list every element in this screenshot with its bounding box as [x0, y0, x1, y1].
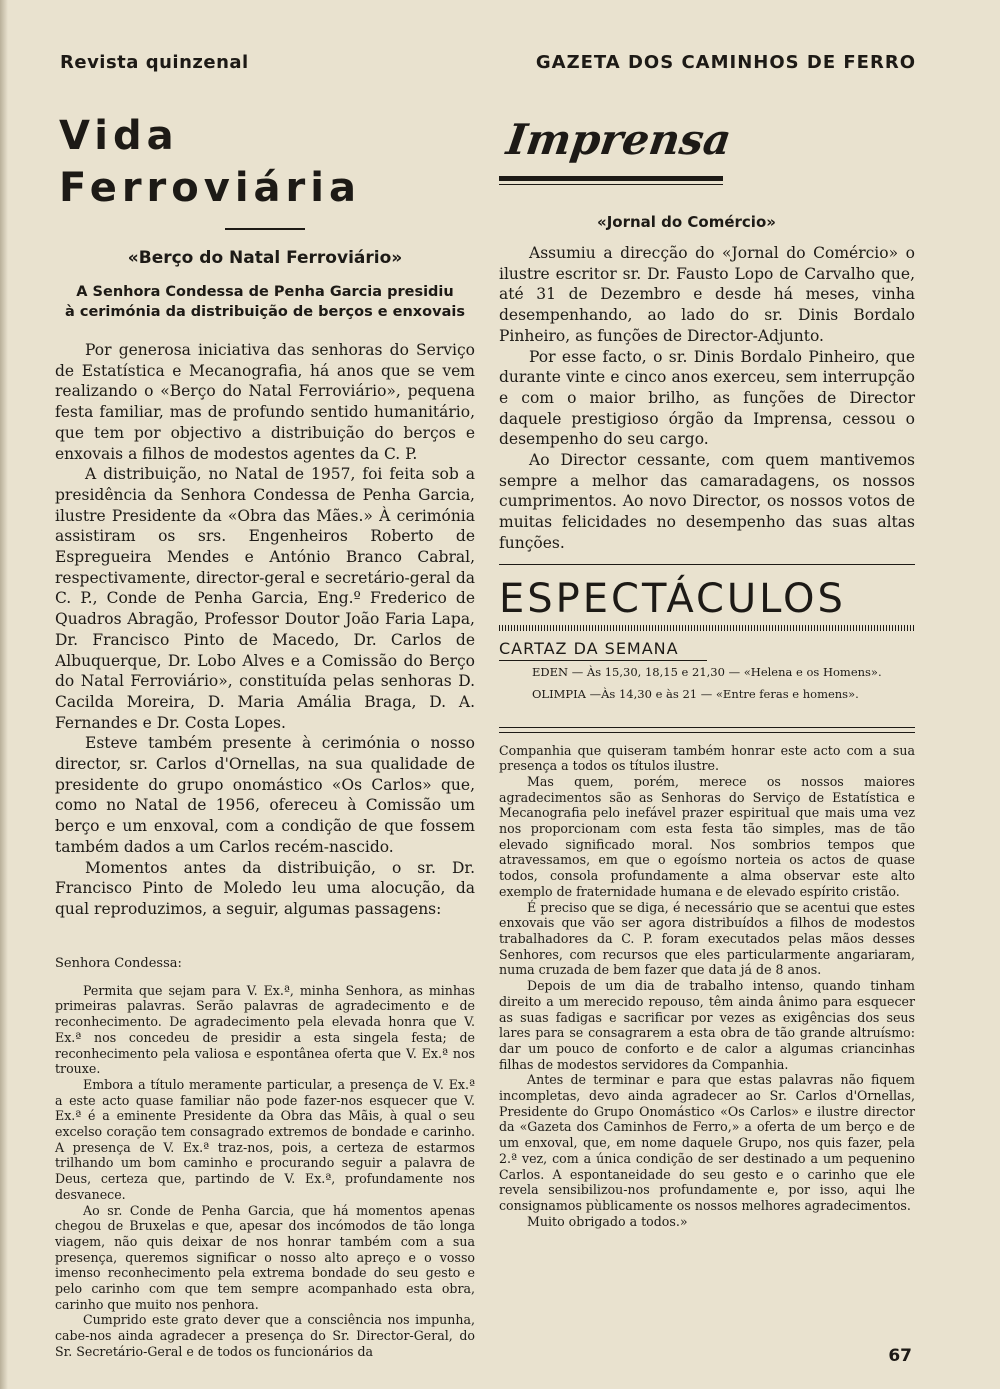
- header-periodicity: Revista quinzenal: [60, 52, 249, 73]
- section-divider: [499, 564, 915, 565]
- title-rule: [225, 228, 305, 230]
- right-column: [499, 110, 915, 1229]
- paragraph: Por esse facto, o sr. Dinis Bordalo Pinheiro, que durante vinte e cinco anos exerceu, sem interrupção e com o maior brilho, as funções de Director daquele prestigioso órgão da Imprensa, cessou o desempenho do seu cargo.: [499, 347, 915, 449]
- paragraph: Assumiu a direcção do «Jornal do Comércio» o ilustre escritor sr. Dr. Fausto Lopo de Carvalho que, até 31 de Dezembro e desde há meses, vinha desempenhando, ao lado do sr. Dinis Bordalo Pinheiro, as funções de Director-Adjunto.: [499, 244, 915, 345]
- hatched-rule: [499, 625, 915, 631]
- paragraph: Esteve também presente à cerimónia o nosso director, sr. Carlos d'Ornellas, na sua qualidade de presidente do grupo onomástico «Os Carlos» que, como no Natal de 1956, ofereceu à Comissão um berço e um enxoval, com a condição de que fossem também dados a um Carlos recém-nascido.: [55, 734, 475, 856]
- speech-body: [55, 983, 475, 1360]
- speech-paragraph: Permita que sejam para V. Ex.ª, minha Senhora, as minhas primeiras palavras. Serão palavras de agradecimento e de reconhecimento. De agradecimento pela elevada honra que V. Ex.ª nos concedeu de presidir a esta singela festa; de reconhecimento pela valiosa e espontânea oferta que V. Ex.ª nos trouxe.: [55, 982, 475, 1077]
- speech-paragraph: Mas quem, porém, merece os nossos maiores agradecimentos são as Senhoras do Serviço de Estatística e Mecanografia pelo inefável prazer espiritual que mais uma vez nos proporcionam com esta festa tão simples, mas de tão elevado significado moral. Nos sombrios tempos que atravessamos, em que o egoísmo norteia os actos de quase todos, consola profundamente a alma observar este alto exemplo de fraternidade humana e de elevado espírito cristão.: [499, 773, 915, 899]
- paragraph: Ao Director cessante, com quem mantivemos sempre a melhor das camaradagens, os nossos cumprimentos. Ao novo Director, os nossos votos de muitas felicidades no desempenho das suas altas funções.: [499, 451, 915, 552]
- vida-ferroviaria-title: Vida Ferroviária: [59, 113, 361, 211]
- berco-article-title: «Berço do Natal Ferroviário»: [127, 248, 403, 268]
- page-number: 67: [888, 1346, 912, 1366]
- page-binding-edge: [0, 0, 8, 1389]
- imprensa-thick-rule: [499, 176, 723, 181]
- speech-salutation: Senhora Condessa:: [55, 955, 182, 971]
- speech-paragraph: Cumprido este grato dever que a consciência nos impunha, cabe-nos ainda agradecer a presença do Sr. Director-Geral, do Sr. Secretário-Geral e de todos os funcionários da: [55, 1312, 475, 1359]
- show-listing: EDEN — Às 15,30, 18,15 e 21,30 — «Helena e os Homens».: [532, 664, 882, 679]
- imprensa-title: Imprensa: [503, 115, 735, 164]
- imprensa-thin-rule: [499, 184, 723, 185]
- speech-paragraph: É preciso que se diga, é necessário que se acentui que estes enxovais que vão ser agora distribuídos a filhos de modestos trabalhadores da C. P. foram executados pelas mãos desses Senhores, com recursos que eles particularmente angariaram, numa cruzada de bem fazer que data já de 8 anos.: [499, 899, 915, 978]
- speech-paragraph: Antes de terminar e para que estas palavras não fiquem incompletas, devo ainda agradecer ao Sr. Carlos d'Ornellas, Presidente do Grupo Onomástico «Os Carlos» e ilustre director da «Gazeta dos Caminhos de Ferro,» a oferta de um berço e de um enxoval, que, em nome daquele Grupo, nos quis fazer, pela 2.ª vez, com a única condição de ser destinado a um pequenino Carlos. A espontaneidade do seu gesto e o carinho que ele revela sensibilizou-nos profundamente e, por isso, aqui lhe consignamos pùblicamente os nossos melhores agradecimentos.: [499, 1072, 915, 1213]
- berco-article-body: [55, 340, 475, 920]
- speech-paragraph: Depois de um dia de trabalho intenso, quando tinham direito a um merecido repouso, têm ainda ânimo para esquecer as suas fadigas e sacrificar por vezes as exigências dos seus lares para se consagrarem a esta obra de tão grande altruísmo: dar um pouco de conforto e de calor a algumas criancinhas filhas de modestos servidores da Companhia.: [499, 978, 915, 1072]
- berco-subtitle-line-2: à cerimónia da distribuição de berços e enxovais: [65, 304, 465, 320]
- speech-paragraph: Muito obrigado a todos.»: [527, 1213, 688, 1229]
- jornal-article-body: [499, 243, 915, 554]
- speech-paragraph: Ao sr. Conde de Penha Garcia, que há momentos apenas chegou de Bruxelas e que, apesar dos incómodos de tão longa viagem, não quis deixar de nos honrar também com a sua presença, queremos significar o nosso alto apreço e o vosso imenso reconhecimento pela extrema bondade do seu gesto e pelo carinho com que tem sempre acompanhado esta obra, carinho que muito nos penhora.: [55, 1202, 475, 1312]
- paragraph: Momentos antes da distribuição, o sr. Dr. Francisco Pinto de Moledo leu uma alocução, da qual reproduzimos, a seguir, algumas passagens:: [55, 858, 475, 918]
- espectaculos-title: ESPECTÁCULOS: [499, 575, 846, 622]
- speech-paragraph: Companhia que quiseram também honrar este acto com a sua presença a todos os títulos ilustre.: [499, 742, 915, 774]
- berco-subtitle-line-1: A Senhora Condessa de Penha Garcia presidiu: [76, 284, 454, 300]
- berco-subtitle: [55, 282, 475, 322]
- cartaz-title: CARTAZ DA SEMANA: [499, 638, 679, 658]
- speech-continuation: [499, 743, 915, 1230]
- header-magazine-title: GAZETA DOS CAMINHOS DE FERRO: [535, 52, 916, 73]
- left-column: [55, 110, 475, 1360]
- paragraph: A distribuição, no Natal de 1957, foi feita sob a presidência da Senhora Condessa de Penha Garcia, ilustre Presidente da «Obra das Mães.» À cerimónia assistiram os srs. Engenheiros Roberto de Espregueira Mendes e António Branco Cabral, respectivamente, director-geral e secretário-geral da C. P., Conde de Penha Garcia, Eng.º Frederico de Quadros Abragão, Professor Doutor João Faria Lapa, Dr. Francisco Pinto de Macedo, Dr. Carlos de Albuquerque, Dr. Lobo Alves e a Comissão do Berço do Natal Ferroviário», constituída pelas senhoras D. Cacilda Moreira, D. Maria Amália Braga, D. A. Fernandes e Dr. Costa Lopes.: [55, 465, 475, 732]
- jornal-article-title: «Jornal do Comércio»: [597, 213, 776, 231]
- paragraph: Por generosa iniciativa das senhoras do Serviço de Estatística e Mecanografia, há anos que se vem realizando o «Berço do Natal Ferroviário», pequena festa familiar, mas de profundo sentido humanitário, que tem por objectivo a distribuição do berços e enxovais a filhos de modestos agentes da C. P.: [55, 341, 475, 463]
- speech-paragraph: Embora a título meramente particular, a presença de V. Ex.ª a este acto quase familiar não pode fazer-nos esquecer que V. Ex.ª é a eminente Presidente da Obra das Mãis, à qual o seu excelso coração tem consagrado extremos de bondade e carinho. A presença de V. Ex.ª traz-nos, pois, a certeza de estarmos trilhando um bom caminho e procurando seguir a palavra de Deus, certeza que, partindo de V. Ex.ª, profundamente nos desvanece.: [55, 1076, 475, 1202]
- double-rule-top: [499, 727, 915, 728]
- show-listing: OLIMPIA —Às 14,30 e às 21 — «Entre feras e homens».: [532, 686, 859, 701]
- double-rule-bottom: [499, 732, 915, 733]
